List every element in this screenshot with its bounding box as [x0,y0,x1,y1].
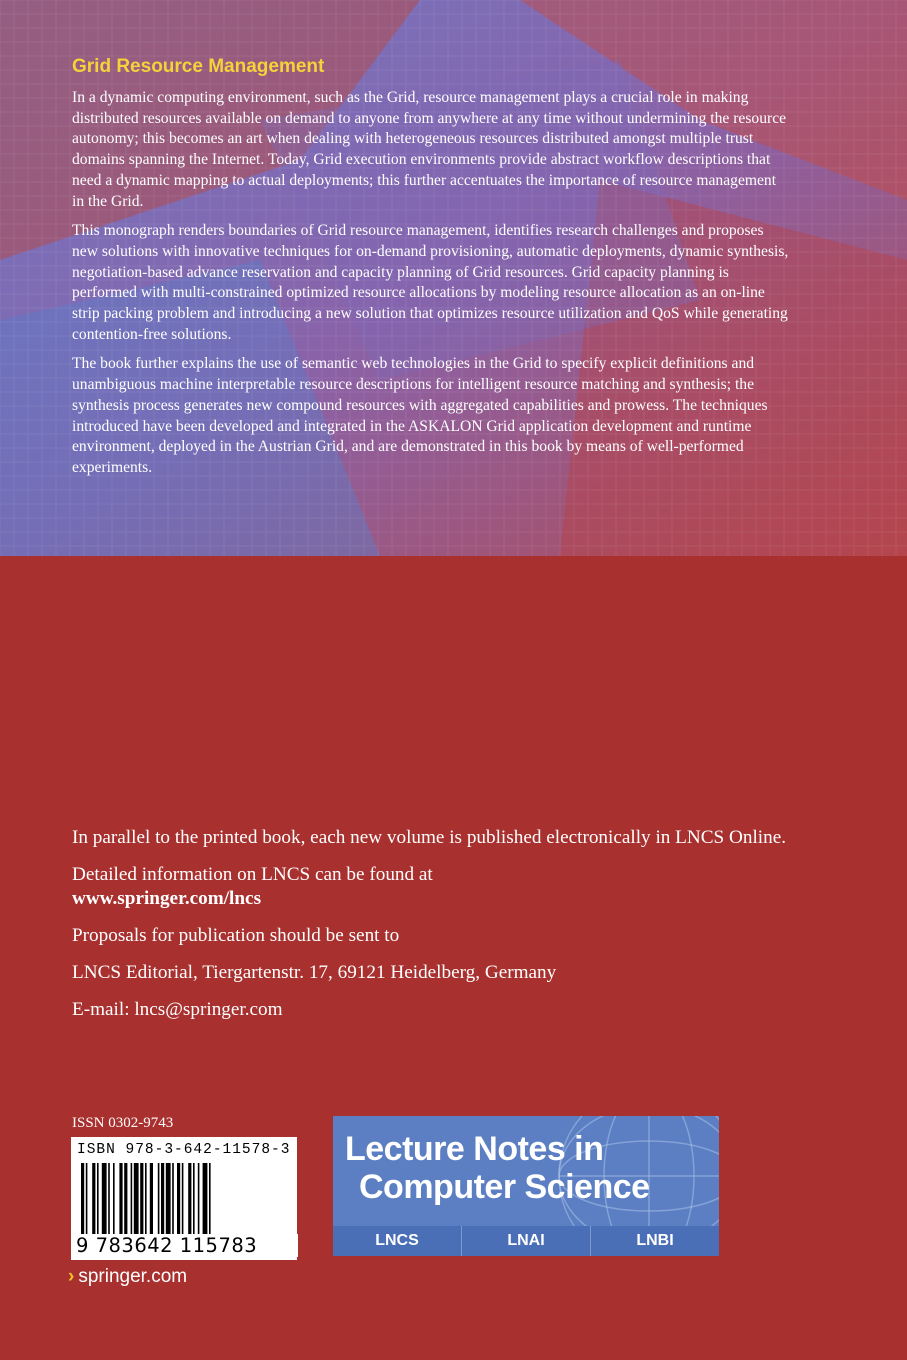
publisher-site[interactable] [68,1266,187,1288]
issn-number: ISSN 0302-9743 [72,1115,174,1131]
barcode-bar [177,1163,180,1241]
barcode-bar [203,1163,208,1241]
lncs-logo-title [345,1130,650,1206]
barcode-bar [86,1163,88,1241]
series-label-lnbi: LNBI [590,1226,719,1256]
series-info [72,826,832,1035]
barcode-bar [102,1163,107,1241]
detailed-info-block [72,863,832,911]
series-label-lnai: LNAI [461,1226,590,1256]
barcode-bar [172,1163,174,1241]
barcode-bar [92,1163,95,1241]
barcode-bar [166,1163,171,1241]
barcode-bar [108,1163,110,1241]
blurb-paragraph-2: This monograph renders boundaries of Grid resource management, identifies research challenges and proposes new solutions with innovative techniques for on-demand provisioning, automatic deployments, dynamic synthesis, negotiation-based advance reservation and capacity planning of Grid resources. Grid capacity planning is performed with multi-constrained optimized resource allocations by modeling resource allocation as an on-line strip packing problem and introducing a new solution that optimizes resource utilization and QoS while generating contention-free solutions. [72,222,789,343]
barcode-bar [145,1163,147,1241]
detailed-info-text: Detailed information on LNCS can be found at [72,864,433,885]
barcode-bar [158,1163,160,1241]
chevron-right-icon: › [68,1266,75,1287]
blurb-heading: Grid Resource Management [72,56,325,77]
barcode-bar [209,1163,211,1241]
barcode-bar [161,1163,164,1241]
lncs-url[interactable]: www.springer.com/lncs [72,888,262,909]
barcode-bar [182,1163,184,1241]
isbn-barcode [71,1137,297,1260]
barcode-bar [188,1163,191,1241]
publisher-site-text: springer.com [78,1266,188,1287]
isbn-text: ISBN 978-3-642-11578-3 [77,1142,291,1158]
barcode-bar [131,1163,133,1241]
series-labels [333,1226,719,1256]
background-pattern [0,0,907,556]
lncs-title-line-1: Lecture Notes in [345,1130,604,1168]
barcode-bar [119,1163,122,1241]
barcode-bar [193,1163,195,1241]
barcode-digits: 9 783642 115783 [73,1234,298,1257]
barcode-bar [198,1163,200,1241]
proposals-text: Proposals for publication should be sent to [72,925,400,946]
blurb-paragraph-3: The book further explains the use of semantic web technologies in the Grid to specify explicit definitions and unambiguous machine interpretable resource descriptions for intelligent resource matching and synthesis; the synthesis process generates new compound resources with aggregated capabilities and prowess. The techniques introduced have been developed and integrated in the ASKALON Grid application development and runtime environment, deployed in the Austrian Grid, and are demonstrated in this book by means of well-performed experiments. [72,355,768,476]
barcode-bar [140,1163,143,1241]
barcode-bars [81,1163,291,1241]
series-label-lncs: LNCS [375,1232,419,1249]
editorial-address: LNCS Editorial, Tiergartenstr. 17, 69121 Heidelberg, Germany [72,962,557,983]
barcode-bar [124,1163,127,1241]
barcode-bar [134,1163,139,1241]
parallel-publication-note: In parallel to the printed book, each new volume is published electronically in LNCS Online. [72,827,787,848]
barcode-bar [97,1163,99,1241]
barcode-bar [150,1163,153,1241]
blurb-paragraph-1: In a dynamic computing environment, such as the Grid, resource management plays a crucial role in making distributed resources available on demand to anyone from anywhere at any time without undermining the resource autonomy; this becomes an art when dealing with heterogeneous resources distributed amongst multiple trust domains spanning the Internet. Today, Grid execution environments provide abstract workflow descriptions that need a dynamic mapping to actual deployments; this further accentuates the importance of resource management in the Grid. [72,89,787,210]
lncs-series-logo [333,1116,719,1256]
back-cover-blurb [72,56,792,488]
barcode-bar [113,1163,115,1241]
barcode-bar [81,1163,84,1241]
lncs-title-line-2: Computer Science [359,1168,650,1206]
contact-email[interactable]: E-mail: lncs@springer.com [72,999,283,1020]
